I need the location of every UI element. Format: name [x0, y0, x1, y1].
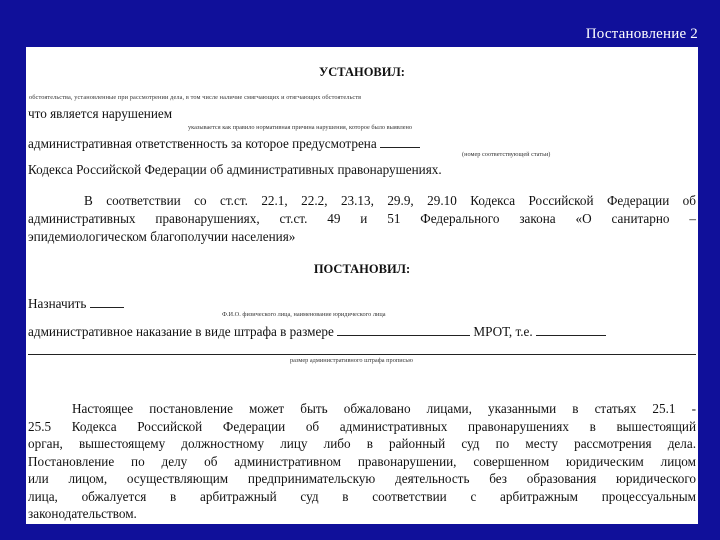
document-page [26, 47, 698, 524]
final-line-3: орган, вышестоящему должностному лицу либо в районный суд по месту рассмотрения дела. [28, 436, 696, 451]
assignee-blank[interactable] [90, 295, 124, 308]
line-penalty [28, 323, 696, 338]
para-accordance-2: административных правонарушениях, ст.ст. 49 и 51 Федерального закона «О санитарно – [28, 211, 696, 226]
postanovil-heading: ПОСТАНОВИЛ: [313, 262, 411, 276]
final-line-1: Настоящее постановление может быть обжаловано лицами, указанными в статьях 25.1 - [72, 401, 696, 416]
line-responsibility [28, 135, 696, 150]
line-violation: что является нарушением [28, 106, 173, 121]
line-assign [28, 295, 696, 310]
para-accordance-1: В соответствии со ст.ст. 22.1, 22.2, 23.13, 29.9, 29.10 Кодекса Российской Федерации об [84, 193, 696, 208]
caption-circumstances: обстоятельства, установленные при рассмотрении дела, в том числе наличие смягчающих и отягчающих обстоятельств [29, 94, 362, 101]
caption-violation: указывается как правило нормативная причина нарушения, которое было выявлено [188, 124, 413, 131]
final-line-5: или лицом, осуществляющим предпринимательскую деятельность без образования юридического [28, 471, 696, 486]
penalty-amount-line[interactable] [28, 354, 696, 355]
para-accordance-3: эпидемиологическом благополучии населения» [28, 229, 296, 244]
final-line-7: законодательством. [28, 506, 137, 521]
final-line-4: Постановление по делу об административном правонарушении, совершенном юридическим лицом [28, 454, 696, 469]
penalty-unit: МРОТ, т.е. [473, 324, 533, 339]
penalty-text: административное наказание в виде штрафа в размере [28, 324, 334, 339]
article-number-blank[interactable] [380, 135, 420, 148]
caption-fio: Ф.И.О. физического лица, наименование юридического лица [222, 311, 386, 318]
slide-title: Постановление 2 [585, 26, 698, 42]
final-line-6: лица, обжалуется в арбитражный суд в соответствии с арбитражным процессуальным [28, 489, 696, 504]
caption-article-number: (номер соответствующей статьи) [462, 151, 551, 158]
penalty-size-blank[interactable] [337, 323, 470, 336]
line-code: Кодекса Российской Федерации об административных правонарушениях. [28, 162, 442, 177]
penalty-sum-blank[interactable] [536, 323, 606, 336]
final-line-2: 25.5 Кодекса Российской Федерации об административных правонарушениях в вышестоящий [28, 419, 696, 434]
ustanovil-heading: УСТАНОВИЛ: [319, 65, 405, 79]
responsibility-text: административная ответственность за которое предусмотрена [28, 136, 377, 151]
assign-text: Назначить [28, 296, 87, 311]
caption-penalty-amount: размер административного штрафа прописью [290, 357, 413, 364]
